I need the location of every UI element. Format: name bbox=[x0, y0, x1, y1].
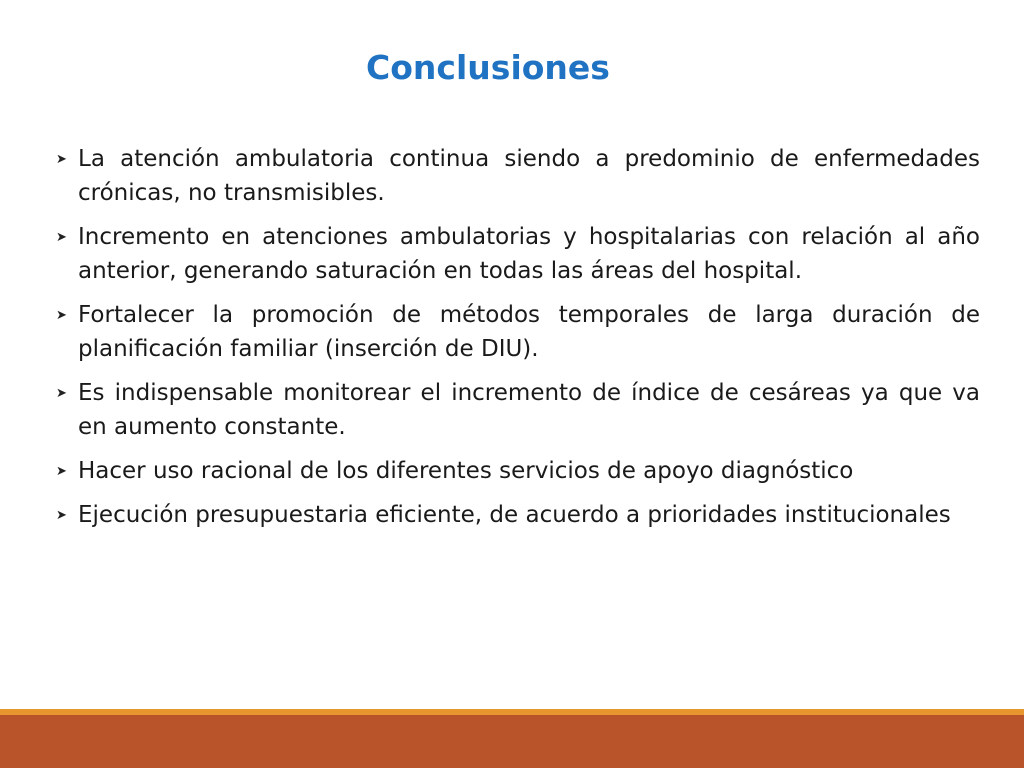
bullet-item bbox=[56, 142, 980, 210]
footer-band bbox=[0, 715, 1024, 768]
arrowhead-bullet-icon: ➤ bbox=[56, 464, 67, 479]
bullet-item bbox=[56, 498, 980, 532]
bullet-text: Incremento en atenciones ambulatorias y hospitalarias con relación al año anterior, generando saturación en todas las áreas del hospital. bbox=[78, 224, 980, 284]
bullet-item bbox=[56, 220, 980, 288]
arrowhead-bullet-icon: ➤ bbox=[56, 230, 67, 245]
bullet-item bbox=[56, 376, 980, 444]
slide-title: Conclusiones bbox=[366, 48, 610, 87]
bullet-text: La atención ambulatoria continua siendo a predominio de enfermedades crónicas, no transmisibles. bbox=[78, 146, 980, 206]
bullet-item bbox=[56, 454, 980, 488]
bullet-text: Es indispensable monitorear el incremento de índice de cesáreas ya que va en aumento constante. bbox=[78, 380, 980, 440]
bullet-item bbox=[56, 298, 980, 366]
arrowhead-bullet-icon: ➤ bbox=[56, 386, 67, 401]
bullet-text: Hacer uso racional de los diferentes servicios de apoyo diagnóstico bbox=[78, 458, 854, 484]
bullet-text: Fortalecer la promoción de métodos temporales de larga duración de planificación familiar (inserción de DIU). bbox=[78, 302, 980, 362]
bullet-text: Ejecución presupuestaria eficiente, de acuerdo a prioridades institucionales bbox=[78, 502, 951, 528]
arrowhead-bullet-icon: ➤ bbox=[56, 508, 67, 523]
bullet-list bbox=[56, 142, 980, 542]
arrowhead-bullet-icon: ➤ bbox=[56, 152, 67, 167]
arrowhead-bullet-icon: ➤ bbox=[56, 308, 67, 323]
